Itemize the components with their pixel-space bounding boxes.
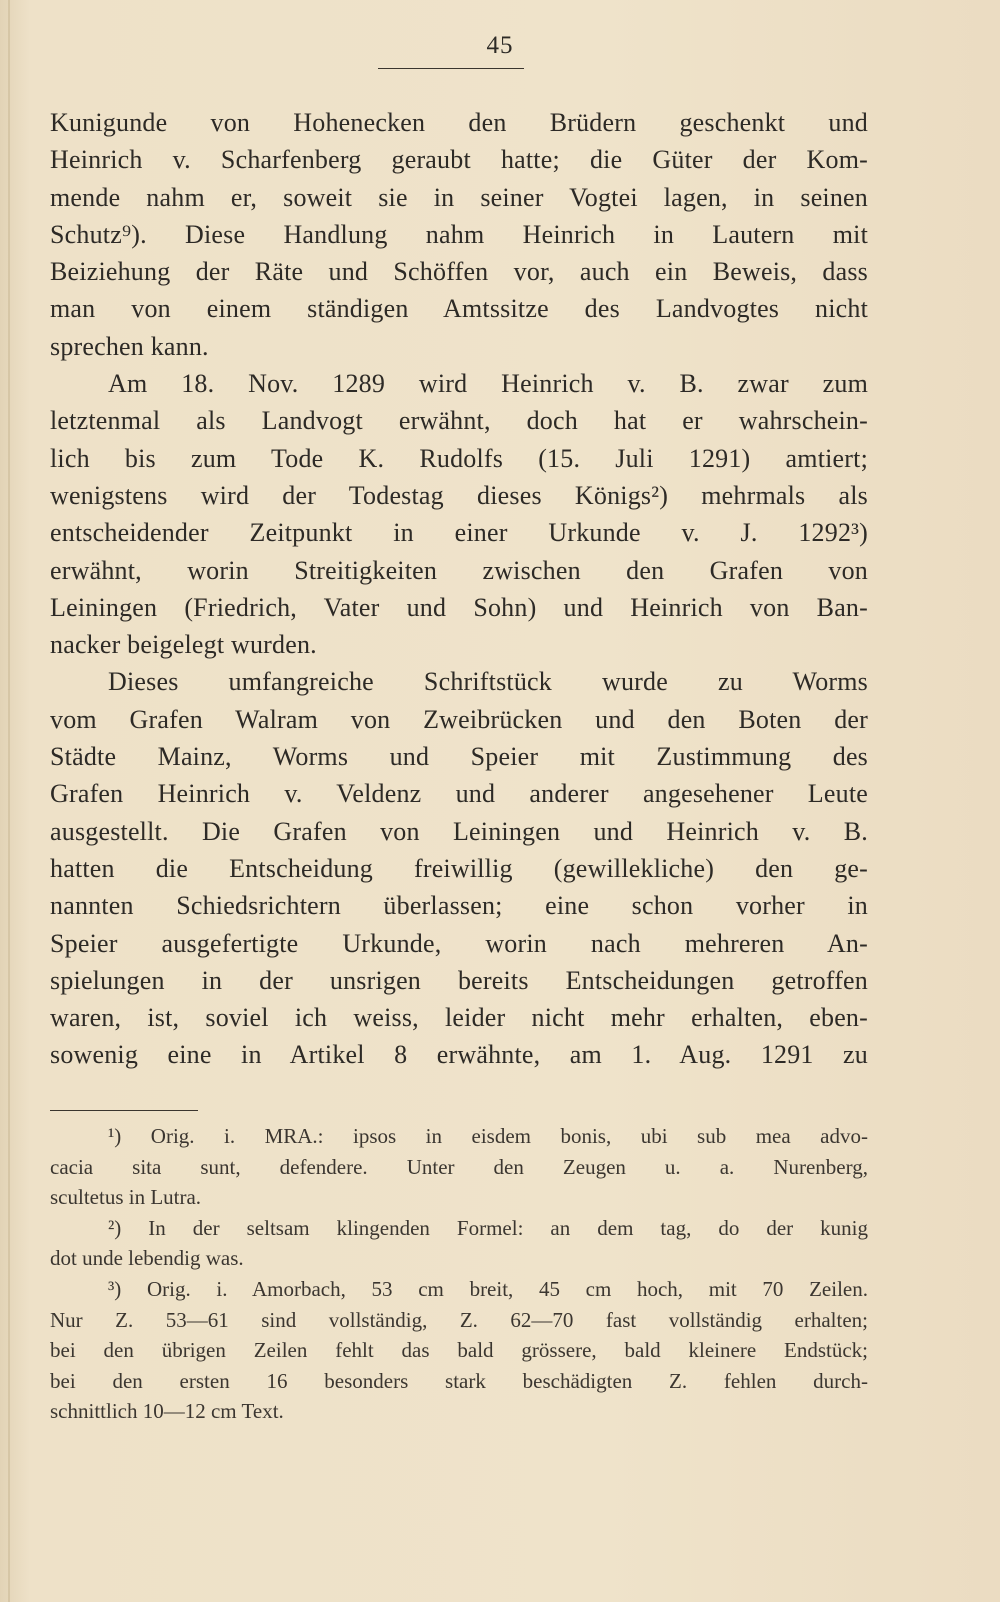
text-line: wenigstens wird der Todestag dieses Königs²) mehrmals als [50, 480, 868, 510]
footnote-line: schnittlich 10—12 cm Text. [50, 1399, 284, 1424]
footnote-line: scultetus in Lutra. [50, 1185, 202, 1210]
text-line: Grafen Heinrich v. Veldenz und anderer angesehener Leute [50, 779, 868, 809]
binding-gutter [8, 0, 10, 1602]
footnote-line: dot unde lebendig was. [50, 1246, 244, 1271]
footnote-rule [50, 1110, 198, 1111]
footnote-line: ²) In der seltsam klingenden Formel: an dem tag, do der kunig [108, 1215, 868, 1240]
footnote-line: ³) Orig. i. Amorbach, 53 cm breit, 45 cm hoch, mit 70 Zeilen. [108, 1276, 868, 1301]
text-line: mende nahm er, soweit sie in seiner Vogtei lagen, in seinen [50, 182, 868, 212]
footnote-line: cacia sita sunt, defendere. Unter den Zeugen u. a. Nurenberg, [50, 1154, 868, 1179]
text-line: Städte Mainz, Worms und Speier mit Zustimmung des [50, 742, 868, 772]
body-text [50, 104, 868, 1074]
footnote-line: bei den übrigen Zeilen fehlt das bald grössere, bald kleinere Endstück; [50, 1338, 868, 1363]
text-line: Heinrich v. Scharfenberg geraubt hatte; die Güter der Kom- [50, 145, 868, 175]
text-line: Dieses umfangreiche Schriftstück wurde zu Worms [108, 667, 868, 697]
text-line: sowenig eine in Artikel 8 erwähnte, am 1. Aug. 1291 zu [50, 1040, 868, 1070]
page-number: 45 [486, 32, 514, 59]
text-line: letztenmal als Landvogt erwähnt, doch hat er wahrschein- [50, 406, 868, 436]
text-line: nannten Schiedsrichtern überlassen; eine schon vorher in [50, 891, 868, 921]
text-line: entscheidender Zeitpunkt in einer Urkunde v. J. 1292³) [50, 518, 868, 548]
text-line: Schutz⁹). Diese Handlung nahm Heinrich in Lautern mit [50, 219, 868, 249]
text-line: spielungen in der unsrigen bereits Entscheidungen getroffen [50, 965, 868, 995]
text-line: Leiningen (Friedrich, Vater und Sohn) und Heinrich von Ban- [50, 592, 868, 622]
header-rule [378, 68, 524, 69]
text-line: waren, ist, soviel ich weiss, leider nicht mehr erhalten, eben- [50, 1003, 868, 1033]
footnote-line: bei den ersten 16 besonders stark beschädigten Z. fehlen durch- [50, 1368, 868, 1393]
footnote-line: Nur Z. 53—61 sind vollständig, Z. 62—70 fast vollständig erhalten; [50, 1307, 868, 1332]
footnote-line: ¹) Orig. i. MRA.: ipsos in eisdem bonis, ubi sub mea advo- [108, 1124, 868, 1148]
text-line: vom Grafen Walram von Zweibrücken und den Boten der [50, 704, 868, 734]
text-line: lich bis zum Tode K. Rudolfs (15. Juli 1291) amtiert; [50, 443, 868, 473]
text-line: Speier ausgefertigte Urkunde, worin nach mehreren An- [50, 928, 868, 958]
text-line: hatten die Entscheidung freiwillig (gewillekliche) den ge- [50, 853, 868, 883]
text-line: nacker beigelegt wurden. [50, 630, 317, 660]
footnotes [50, 1121, 868, 1427]
text-line: Kunigunde von Hohenecken den Brüdern geschenkt und [50, 108, 868, 137]
text-line: ausgestellt. Die Grafen von Leiningen und Heinrich v. B. [50, 816, 868, 846]
text-line: sprechen kann. [50, 331, 209, 361]
text-line: Beiziehung der Räte und Schöffen vor, auch ein Beweis, dass [50, 257, 868, 287]
text-line: erwähnt, worin Streitigkeiten zwischen den Grafen von [50, 555, 868, 585]
text-line: man von einem ständigen Amtssitze des Landvogtes nicht [50, 294, 868, 324]
text-line: Am 18. Nov. 1289 wird Heinrich v. B. zwar zum [108, 369, 868, 399]
